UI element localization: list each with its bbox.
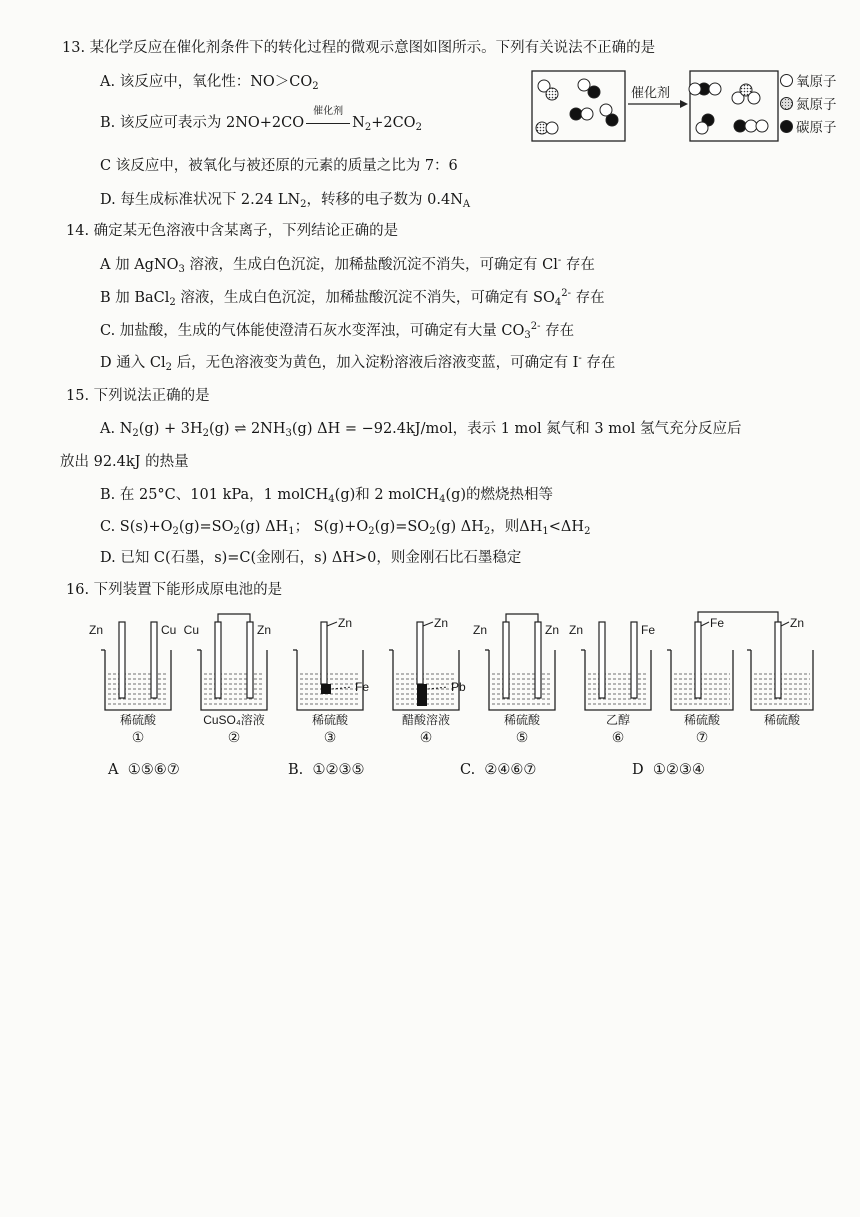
q15-option-d	[100, 548, 521, 568]
superscript: -	[578, 353, 582, 364]
q16-answer-c	[460, 760, 536, 780]
subscript: 1	[542, 526, 549, 537]
subscript: 2	[364, 122, 372, 133]
q14-option-a	[100, 255, 595, 275]
option-label: A	[100, 257, 111, 273]
subscript: 2	[415, 122, 422, 133]
electrode	[417, 622, 423, 684]
subscript: 2	[584, 526, 591, 537]
beaker	[671, 650, 733, 710]
arrow-head	[680, 100, 688, 108]
q15-stem-line	[66, 386, 210, 406]
option-label: D.	[100, 550, 116, 566]
electrode-label-left: Cu	[183, 623, 199, 637]
device-4	[389, 616, 466, 745]
beaker	[105, 650, 171, 710]
device-number: ⑦	[695, 729, 709, 745]
device-3	[293, 616, 369, 745]
q13-option-a	[100, 72, 319, 92]
option-label: C.	[100, 519, 116, 535]
option-text: ； S(g)+O	[294, 519, 369, 535]
option-label: B	[100, 290, 111, 306]
electrode-label-right: Pb	[451, 680, 466, 694]
q13-option-c	[100, 156, 458, 176]
oxygen-atom	[748, 92, 760, 104]
option-text: 存在	[540, 323, 575, 339]
electrode-label-left: Zn	[472, 623, 487, 637]
device-number: ④	[419, 729, 433, 745]
option-text: 该反应中，被氧化与被还原的元素的质量之比为 7：6	[115, 158, 458, 174]
q14-option-b	[100, 288, 605, 308]
electrode-label-left: Fe	[710, 616, 725, 630]
solution-label: 稀硫酸	[311, 713, 349, 727]
catalyst-label: 催化剂	[313, 106, 344, 117]
figure-arrow-label: 催化剂	[631, 85, 671, 100]
option-text: 该反应中，氧化性：NO＞CO	[119, 74, 313, 90]
option-text: (g) + 3H	[138, 421, 203, 437]
carbon-atom	[734, 120, 746, 132]
option-text: 存在	[581, 355, 616, 371]
device-5	[473, 614, 559, 745]
q15-option-a	[100, 419, 741, 439]
device-number: ①	[131, 729, 145, 745]
option-text: <ΔH	[548, 519, 585, 535]
q13-option-d	[100, 190, 470, 210]
option-label: B.	[100, 115, 116, 131]
subscript: 2	[300, 199, 307, 210]
option-label: D.	[100, 192, 116, 208]
oxygen-atom	[709, 83, 721, 95]
option-text: (g)=SO	[374, 519, 430, 535]
option-text: 溶液，生成白色沉淀，加稀盐酸沉淀不消失，可确定有 SO	[175, 290, 555, 306]
carbon-atom	[570, 108, 582, 120]
legend-label: 氧原子	[796, 74, 837, 90]
subscript: 2	[202, 428, 209, 439]
subscript: 2	[172, 526, 179, 537]
q16-stem-line	[66, 580, 282, 600]
q15-option-a-line2: 放出 92.4kJ 的热量	[60, 454, 189, 470]
label-leader	[327, 622, 337, 626]
electrode-label-left: Zn	[338, 616, 353, 630]
q16-answer-d	[632, 760, 705, 780]
option-label: C.	[460, 762, 476, 778]
q13-stem: 某化学反应在催化剂条件下的转化过程的微观示意图如图所示。下列有关说法不正确的是	[89, 40, 656, 56]
oxygen-atom	[581, 108, 593, 120]
option-text: ①②③⑤	[312, 762, 365, 778]
electrode-label-right: Zn	[790, 616, 805, 630]
legend-nitrogen	[780, 96, 837, 114]
beaker	[297, 650, 363, 710]
formula-part: +2CO	[371, 115, 416, 131]
electrode-label-right: Zn	[545, 623, 560, 637]
subscript: 2	[483, 526, 491, 537]
electrode-right	[151, 622, 157, 698]
oxygen-atom	[546, 122, 558, 134]
label-leader	[423, 622, 433, 626]
option-text: (g) ΔH	[239, 519, 289, 535]
legend-label: 氮原子	[796, 97, 837, 113]
electrode-label-left: Zn	[88, 623, 103, 637]
option-text: 存在	[570, 290, 605, 306]
electrode	[321, 622, 327, 684]
device-number: ②	[227, 729, 241, 745]
electrode-left	[119, 622, 125, 698]
q13-option-b	[100, 106, 422, 133]
q15-option-b	[100, 485, 553, 505]
electrode-label-left: Zn	[434, 616, 449, 630]
q15-stem: 下列说法正确的是	[93, 388, 210, 404]
option-text: 在 25°C、101 kPa，1 molCH	[119, 487, 329, 503]
device-number: ⑥	[611, 729, 625, 745]
q16-devices-figure	[88, 612, 825, 747]
solution-label: 稀硫酸	[683, 713, 721, 727]
subscript: 2	[132, 428, 139, 439]
option-text: 加 AgNO	[115, 257, 179, 273]
solution-label: 稀硫酸	[763, 713, 801, 727]
option-label: B.	[100, 487, 116, 503]
subscript: A	[462, 199, 471, 210]
beaker	[489, 650, 555, 710]
black-circle-icon	[780, 120, 793, 133]
nitrogen-atom	[546, 88, 558, 100]
solution-label: 稀硫酸	[503, 713, 541, 727]
electrode-right	[535, 622, 541, 698]
option-text: 加盐酸，生成的气体能使澄清石灰水变浑浊，可确定有大量 CO	[119, 323, 525, 339]
option-label: D	[100, 355, 112, 371]
option-text: 溶液，生成白色沉淀，加稀盐酸沉淀不消失，可确定有 Cl	[184, 257, 558, 273]
option-text: 通入 Cl	[116, 355, 166, 371]
beaker	[751, 650, 813, 710]
electrode-label-right: Cu	[161, 623, 177, 637]
label-leader	[701, 622, 709, 626]
legend-label: 碳原子	[796, 120, 837, 136]
device-1	[89, 622, 176, 745]
option-label: A.	[100, 421, 116, 437]
electrode-label-right: Fe	[641, 623, 656, 637]
option-text: 已知 C(石墨，s)=C(金刚石，s) ΔH>0，则金刚石比石墨稳定	[120, 550, 522, 566]
subscript: 4	[328, 494, 335, 505]
option-label: D	[632, 762, 644, 778]
superscript: 2-	[530, 321, 541, 332]
q16-stem: 下列装置下能形成原电池的是	[93, 582, 283, 598]
q14-stem-line	[66, 221, 398, 241]
q16-answer-b	[288, 760, 364, 780]
electrode-left	[503, 622, 509, 698]
option-text: 存在	[561, 257, 595, 273]
device-2	[184, 614, 271, 745]
solution-label: 乙醇	[605, 713, 631, 727]
option-text: (g)和 2 molCH	[334, 487, 440, 503]
option-text: ，则ΔH	[490, 519, 543, 535]
oxygen-atom	[745, 120, 757, 132]
electrode-right	[775, 622, 781, 698]
carbon-atom	[606, 114, 618, 126]
q14-stem: 确定某无色溶液中含某离子，下列结论正确的是	[93, 223, 399, 239]
option-text: ①⑤⑥⑦	[127, 762, 180, 778]
option-label: A	[108, 762, 119, 778]
oxygen-atom	[696, 122, 708, 134]
option-text: 加 BaCl	[115, 290, 170, 306]
electrode-left	[215, 622, 221, 698]
q14-number: 14.	[66, 223, 90, 239]
device-6	[569, 622, 655, 745]
option-label: B.	[288, 762, 304, 778]
option-text: ，转移的电子数为 0.4N	[306, 192, 463, 208]
subscript: 4	[554, 297, 562, 308]
oxygen-atom	[756, 120, 768, 132]
option-label: C	[100, 158, 112, 174]
solution-label: 醋酸溶液	[401, 713, 451, 727]
dotted-circle-icon	[780, 97, 793, 110]
option-text: 后，无色溶液变为黄色，加入淀粉溶液后溶液变蓝，可确定有 I	[171, 355, 579, 371]
subscript: 1	[288, 526, 295, 537]
superscript: 2-	[561, 288, 571, 299]
option-text: (g) ΔH = −92.4kJ/mol，表示 1 mol 氮气和 3 mol 氢气充分反应后	[291, 421, 742, 437]
option-label: C.	[100, 323, 116, 339]
subscript: 4	[439, 494, 446, 505]
wire	[218, 614, 250, 622]
option-text: (g)=SO	[178, 519, 234, 535]
catalyst-arrow	[306, 106, 350, 133]
option-text: S(s)+O	[119, 519, 173, 535]
option-label: A.	[100, 74, 116, 90]
solution-label: 稀硫酸	[119, 713, 157, 727]
q16-answer-a	[108, 760, 180, 780]
device-number: ⑤	[515, 729, 529, 745]
option-text: 每生成标准状况下 2.24 LN	[120, 192, 301, 208]
beaker	[585, 650, 651, 710]
q13-stem-line	[62, 38, 655, 58]
option-text: (g)的燃烧热相等	[445, 487, 554, 503]
device-number: ③	[323, 729, 337, 745]
subscript: 2	[233, 526, 240, 537]
carbon-atom	[588, 86, 600, 98]
wire	[506, 614, 538, 622]
q16-number: 16.	[66, 582, 90, 598]
option-text: (g) ΔH	[435, 519, 484, 535]
subscript: 2	[165, 362, 172, 373]
subscript: 2	[312, 81, 319, 92]
white-circle-icon	[780, 74, 793, 87]
option-text: ②④⑥⑦	[484, 762, 537, 778]
electrode-label-right: Fe	[355, 680, 370, 694]
electrode-left	[599, 622, 605, 698]
legend-oxygen	[780, 73, 837, 91]
formula-part: N	[352, 115, 365, 131]
q15-number: 15.	[66, 388, 90, 404]
electrode-left	[695, 622, 701, 698]
reaction-arrow	[306, 123, 350, 124]
option-text: 该反应可表示为 2NO+2CO	[119, 115, 305, 131]
electrode-right	[247, 622, 253, 698]
metal-block	[417, 684, 427, 706]
option-text: N	[119, 421, 133, 437]
subscript: 3	[178, 264, 185, 275]
subscript: 2	[368, 526, 375, 537]
electrode-label-left: Zn	[568, 623, 583, 637]
beaker	[201, 650, 267, 710]
solution-label: CuSO₄溶液	[203, 713, 265, 727]
q14-option-c	[100, 321, 574, 341]
label-leader	[781, 622, 789, 626]
q13-number: 13.	[62, 40, 86, 56]
device-7	[667, 612, 813, 745]
subscript: 2	[169, 297, 176, 308]
subscript: 2	[429, 526, 436, 537]
q13-reaction-figure	[530, 66, 780, 146]
option-text: (g) ⇌ 2NH	[208, 421, 286, 437]
q15-option-c	[100, 517, 590, 537]
subscript: 3	[524, 330, 531, 341]
oxygen-atom	[689, 83, 701, 95]
q14-option-d	[100, 353, 615, 373]
legend-carbon	[780, 119, 837, 137]
electrode-label-right: Zn	[257, 623, 272, 637]
superscript: -	[557, 255, 562, 266]
metal-block	[321, 684, 331, 694]
electrode-right	[631, 622, 637, 698]
option-text: ①②③④	[652, 762, 705, 778]
subscript: 3	[285, 428, 292, 439]
